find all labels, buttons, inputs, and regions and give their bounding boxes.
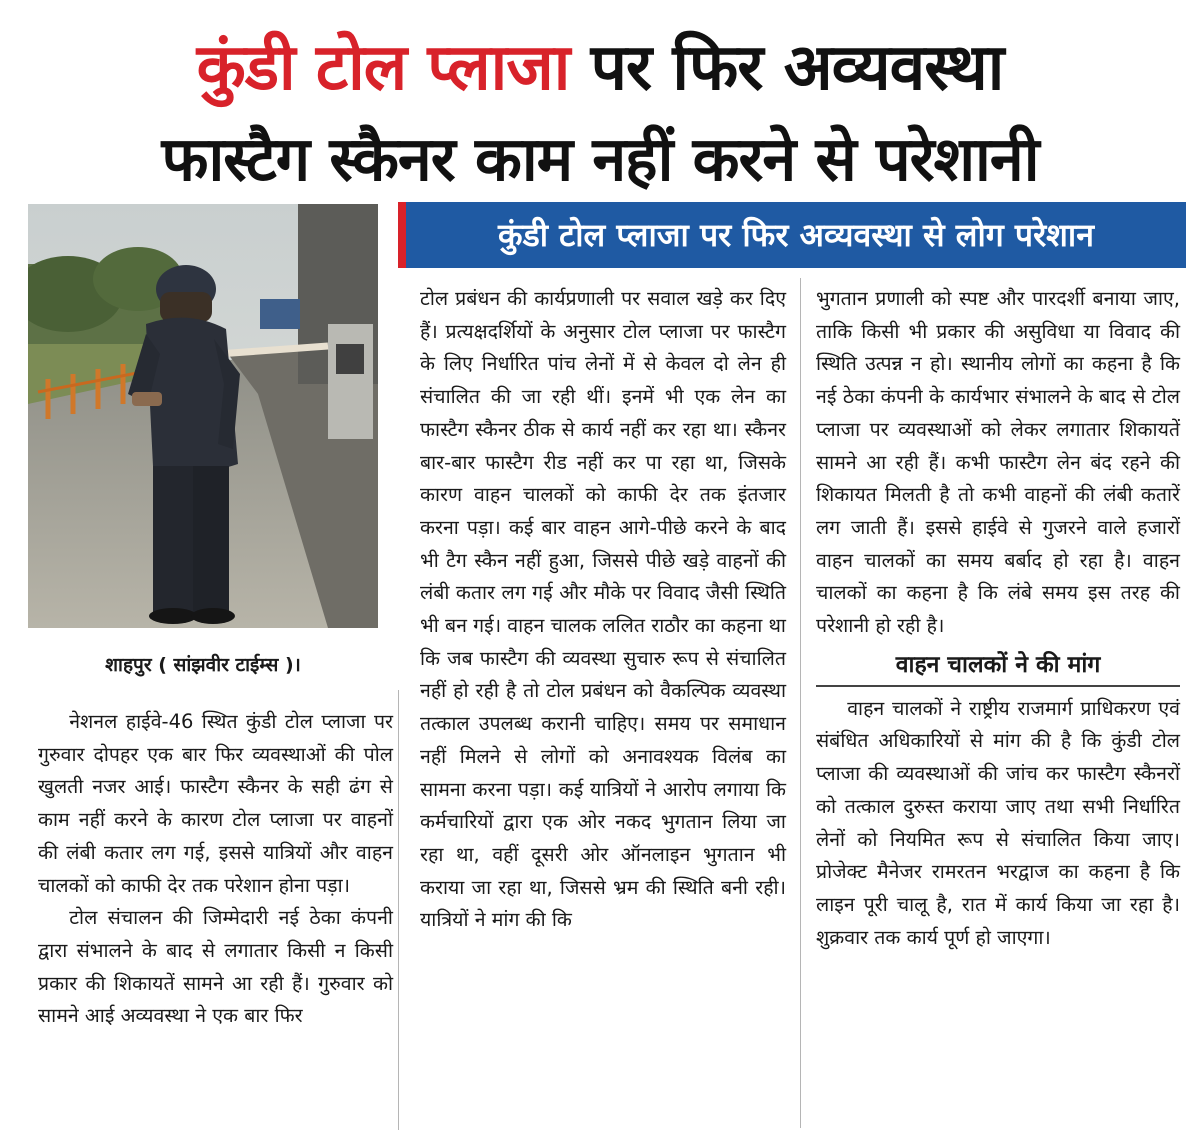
headline-line-1	[0, 18, 1200, 118]
headline-black-part: पर फिर अव्यवस्था	[569, 31, 1004, 105]
headline-line-2: फास्टैग स्कैनर काम नहीं करने से परेशानी	[161, 124, 1039, 195]
article-column-1	[38, 706, 393, 1033]
paragraph: टोल संचालन की जिम्मेदारी नई ठेका कंपनी द्वारा संभालने के बाद से लगातार किसी न किसी प्रकार की शिकायतें सामने आ रही हैं। गुरुवार को सामने आई अव्यवस्था ने एक बार फिर	[38, 906, 393, 1028]
paragraph: भुगतान प्रणाली को स्पष्ट और पारदर्शी बनाया जाए, ताकि किसी भी प्रकार की असुविधा या विवाद की स्थिति उत्पन्न न हो। स्थानीय लोगों का कहना है कि नई ठेका कंपनी के कार्यभार संभालने के बाद से टोल प्लाजा पर व्यवस्थाओं को लेकर लगातार शिकायतें सामने आ रही हैं। कभी फास्टैग लेन बंद रहने की शिकायत मिलती है तो कभी वाहनों की लंबी कतारें लग जाती हैं। इससे हाईवे से गुजरने वाले हजारों वाहन चालकों का समय बर्बाद हो रहा है। वाहन चालकों का कहना है कि लंबे समय इस तरह की परेशानी हो रही है।	[816, 287, 1180, 638]
column-divider-left	[398, 690, 399, 1130]
paragraph: टोल प्रबंधन की कार्यप्रणाली पर सवाल खड़े कर दिए हैं। प्रत्यक्षदर्शियों के अनुसार टोल प्लाजा पर फास्टैग के लिए निर्धारित पांच लेनों में से केवल दो लेन ही संचालित की जा रही थीं। इनमें भी एक लेन का फास्टैग स्कैनर ठीक से कार्य नहीं कर रहा था। स्कैनर बार-बार फास्टैग रीड नहीं कर पा रहा था, जिसके कारण वाहन चालकों को काफी देर तक इंतजार करना पड़ा। कई बार वाहन आगे-पीछे करने के बाद भी टैग स्कैन नहीं हुआ, जिससे पीछे खड़े वाहनों की लंबी कतार लग गई और मौके पर विवाद जैसी स्थिति भी बन गई। वाहन चालक ललित राठौर का कहना था कि जब फास्टैग की व्यवस्था सुचारु रूप से संचालित नहीं हो रही है तो टोल प्रबंधन को वैकल्पिक व्यवस्था तत्काल उपलब्ध करानी चाहिए। समय पर समाधान नहीं मिलने से लोगों को अनावश्यक विलंब का सामना करना पड़ा। कई यात्रियों ने आरोप लगाया कि कर्मचारियों द्वारा एक ओर नकद भुगतान लिया जा रहा था, वहीं दूसरी ओर ऑनलाइन भुगतान भी कराया जा रहा था, जिससे भ्रम की स्थिति बनी रही। यात्रियों ने मांग की कि	[420, 287, 786, 932]
article-column-2	[420, 283, 786, 937]
headline-red-part: कुंडी टोल प्लाजा	[196, 31, 570, 105]
toll-plaza-photo-illustration	[28, 204, 378, 628]
photo-caption: शाहपुर ( सांझवीर टाईम्स )।	[105, 654, 301, 676]
paragraph: वाहन चालकों ने राष्ट्रीय राजमार्ग प्राधिकरण एवं संबंधित अधिकारियों से मांग की है कि कुंडी टोल प्लाजा की व्यवस्थाओं की जांच कर फास्टैग स्कैनरों को तत्काल दुरुस्त कराया जाए तथा सभी निर्धारित लेनों को नियमित रूप से संचालित किया जाए। प्रोजेक्ट मैनेजर रामरतन भरद्वाज का कहना है कि लाइन पूरी चालू है, रात में कार्य किया जा रहा है। शुक्रवार तक कार्य पूर्ण हो जाएगा।	[816, 696, 1180, 949]
column-divider-right	[800, 278, 801, 1128]
subheading: वाहन चालकों ने की मांग	[816, 647, 1180, 687]
news-photo	[28, 204, 378, 628]
paragraph: नेशनल हाईवे-46 स्थित कुंडी टोल प्लाजा पर गुरुवार दोपहर एक बार फिर व्यवस्थाओं की पोल खुलती नजर आई। फास्टैग स्कैनर के सही ढंग से काम नहीं करने के कारण टोल प्लाजा पर वाहनों की लंबी कतार लग गई, इससे यात्रियों और वाहन चालकों को काफी देर तक परेशान होना पड़ा।	[38, 710, 393, 897]
story-banner: कुंडी टोल प्लाजा पर फिर अव्यवस्था से लोग परेशान	[398, 202, 1186, 268]
article-column-3	[816, 283, 1180, 954]
